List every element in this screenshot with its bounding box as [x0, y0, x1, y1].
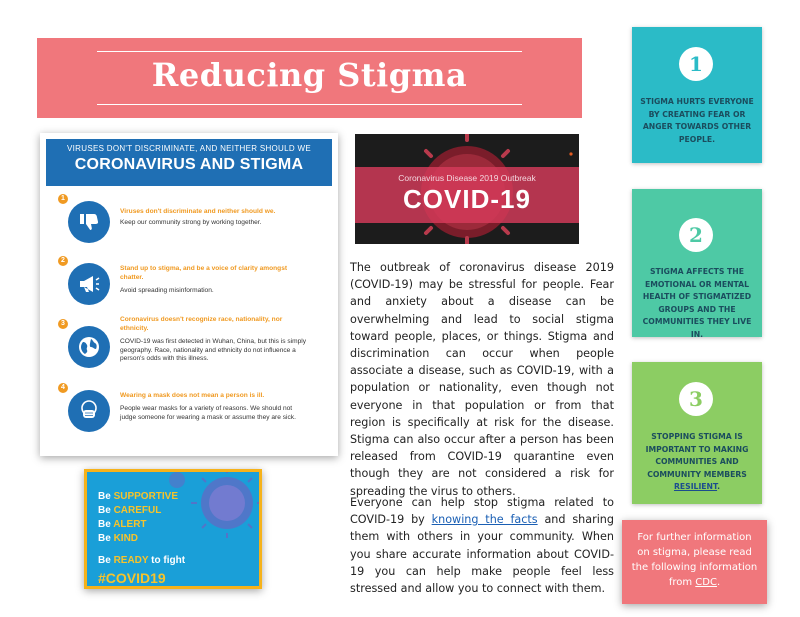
knowing-the-facts-link[interactable]: knowing the facts	[431, 513, 538, 527]
poster-item-heading: Stand up to stigma, and be a voice of clarity amongst chatter.	[120, 265, 288, 281]
stigma-card-2	[632, 189, 762, 337]
poster-item-body: Avoid spreading misinformation.	[120, 287, 214, 294]
banner-rule-top	[97, 51, 522, 52]
stigma-poster	[40, 133, 338, 456]
card-number: 3	[679, 382, 713, 416]
thumbs-down-icon	[68, 201, 110, 243]
poster-item-heading: Viruses don't discriminate and neither should we.	[120, 208, 276, 215]
covid-hashtag: #COVID19	[98, 570, 166, 586]
poster-item-number: 2	[58, 256, 68, 266]
poster-item-body: Keep our community strong by working together.	[120, 219, 262, 226]
poster-item-body: People wear masks for a variety of reasons. We should not judge someone for wearing a mask or assume they are sick.	[120, 405, 296, 421]
poster-item-number: 1	[58, 194, 68, 204]
poster-item-number: 4	[58, 383, 68, 393]
poster-subtitle: VIRUSES DON'T DISCRIMINATE, AND NEITHER SHOULD WE	[67, 144, 311, 153]
banner-rule-bottom	[97, 104, 522, 105]
intro-paragraph: The outbreak of coronavirus disease 2019 (COVID-19) may be stressful for people. Fear and anxiety about a disease can be overwhelming and lead to social stigma toward people, places, or things. Stigma and discrimination can occur when people associate a disease, such as COVID-19, with a population or nationality, even though not everyone in that population or from that region is specifically at risk for the disease. Stigma can also occur after a person has been released from COVID-19 quarantine even though they are not considered a risk for spreading the virus to others.	[350, 261, 614, 498]
stigma-card-1	[632, 27, 762, 163]
banner-headline: COVID-19	[403, 184, 531, 214]
help-paragraph: Everyone can help stop stigma related to COVID-19 by knowing the facts and sharing them with others in your community. When you share accurate information about COVID-19 you can help make people feel less stressed and allow you to connect with them.	[350, 496, 614, 596]
ready-line: Be READY to fight	[98, 555, 186, 566]
stigma-card-3	[632, 362, 762, 504]
poster-header	[46, 139, 332, 186]
support-line: Be CAREFUL	[98, 505, 162, 516]
card-text: STOPPING STIGMA IS IMPORTANT TO MAKING COMMUNITIES AND COMMUNITY MEMBERS RESILIENT.	[645, 432, 749, 491]
megaphone-icon	[68, 263, 110, 305]
note-text: For further information on stigma, please read the following information from CDC.	[631, 532, 758, 588]
banner-subtitle: Coronavirus Disease 2019 Outbreak	[398, 173, 536, 183]
poster-item-heading: Coronavirus doesn't recognize race, nationality, nor ethnicity.	[120, 316, 283, 332]
further-info-note	[622, 520, 767, 604]
resilient-link[interactable]: RESILIENT	[673, 482, 718, 491]
card-number: 1	[679, 47, 713, 81]
poster-item-heading: Wearing a mask does not mean a person is ill.	[120, 392, 265, 399]
card-number: 2	[679, 218, 713, 252]
support-line: Be SUPPORTIVE	[98, 491, 179, 502]
globe-icon	[68, 326, 110, 368]
card-text: STIGMA AFFECTS THE EMOTIONAL OR MENTAL HEALTH OF STIGMATIZED GROUPS AND THE COMMUNITIES THEY LIVE IN.	[642, 267, 752, 339]
be-supportive-card	[84, 469, 262, 589]
covid19-banner-image	[355, 134, 579, 244]
support-line: Be KIND	[98, 533, 139, 544]
poster-item-body: COVID-19 was first detected in Wuhan, China, but this is simply geography. Race, nationality and ethnicity do not influence a person's odds with this illness.	[120, 338, 307, 362]
cdc-link[interactable]: CDC	[695, 577, 717, 588]
poster-item-number: 3	[58, 319, 68, 329]
mask-icon	[68, 390, 110, 432]
card-text: STIGMA HURTS EVERYONE BY CREATING FEAR OR ANGER TOWARDS OTHER PEOPLE.	[640, 97, 754, 144]
page-title: Reducing Stigma	[151, 56, 468, 94]
title-banner	[37, 38, 582, 118]
virus-illustration-icon	[157, 469, 262, 538]
support-line: Be ALERT	[98, 519, 147, 530]
poster-title: CORONAVIRUS AND STIGMA	[74, 156, 304, 173]
